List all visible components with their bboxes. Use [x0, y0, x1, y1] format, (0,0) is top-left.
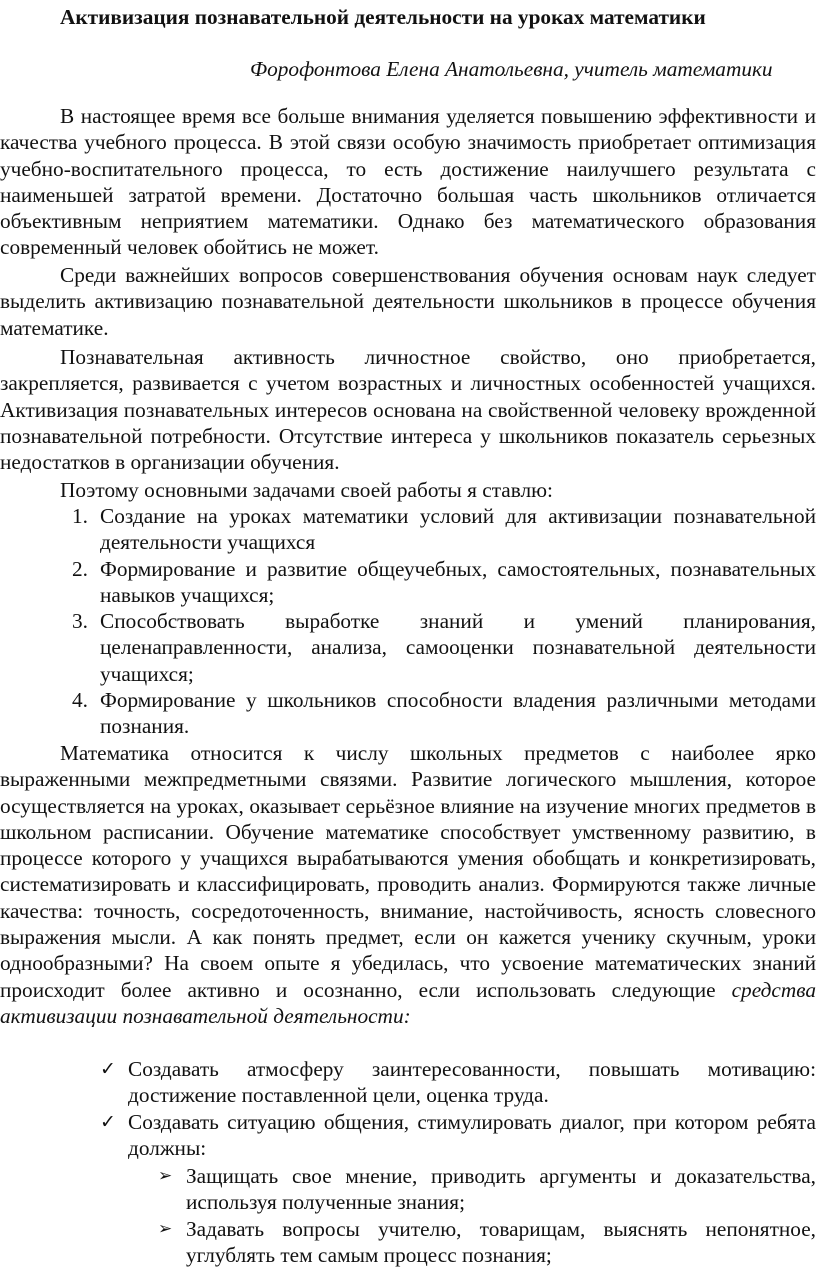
list-item-text: Формирование у школьников способности владения различными методами познания.	[100, 688, 816, 739]
arrow-bullet-icon: ➢	[158, 1166, 173, 1186]
document-title: Активизация познавательной деятельности на уроках математики	[60, 5, 706, 29]
numbered-list-item	[0, 687, 816, 740]
paragraph-intro: В настоящее время все больше внимания уделяется повышению эффективности и качества учебного процесса. В этой связи особую значимость приобретает оптимизация учебно-воспитательного процесса, то есть достижение наилучшего результата с наименьшей затратой времени. Достаточно большая часть школьников отличается объективным неприятием математики. Однако без математического образования современный человек обойтись не может.	[0, 104, 816, 260]
paragraph-cognitive-activity: Познавательная активность личностное свойство, оно приобретается, закрепляется, развивается с учетом возрастных и личностных особенностей учащихся. Активизация познавательных интересов основана на свойственной человеку врожденной познавательной потребности. Отсутствие интереса у школьников показатель серьезных недостатков в организации обучения.	[0, 345, 816, 475]
arrow-bullet-list	[0, 1163, 816, 1268]
paragraph-math-text: Математика относится к числу школьных предметов с наиболее ярко выраженными межпредметными связями. Развитие логического мышления, которое осуществляется на уроках, оказывает серьёзное влияние на изучение многих предметов в школьном расписании. Обучение математике способствует умственному развитию, в процессе которого у учащихся вырабатываются умения обобщать и конкретизировать, систематизировать и классифицировать, проводить анализ. Формируются также личные качества: точность, сосредоточенность, внимание, настойчивость, ясность словесного выражения мысли. А как понять предмет, если он кажется ученику скучным, уроки однообразными? На своем опыте я убедилась, что усвоение математических знаний происходит более активно и осознанно, если использовать следующие	[0, 741, 816, 1002]
paragraph-tasks-intro: Поэтому основными задачами своей работы я ставлю:	[60, 478, 553, 502]
list-item-text: Создание на уроках математики условий для активизации познавательной деятельности учащихся	[100, 504, 816, 555]
numbered-list-item	[0, 608, 816, 687]
list-item-text: Формирование и развитие общеучебных, самостоятельных, познавательных навыков учащихся;	[100, 556, 816, 607]
activation-means-phrase: средства активизации познавательной деятельности:	[0, 977, 816, 1028]
numbered-list-item	[0, 556, 816, 609]
arrow-list-item	[0, 1216, 816, 1269]
author-line: Форофонтова Елена Анатольевна, учитель математики	[250, 57, 773, 81]
list-item-text: Защищать свое мнение, приводить аргументы и доказательства, используя полученные знания;	[186, 1164, 816, 1215]
numbered-task-list	[0, 503, 816, 740]
checkmark-icon: ✓	[100, 1058, 116, 1080]
paragraph-math-subject	[0, 740, 816, 1029]
paragraph-key-questions: Среди важнейших вопросов совершенствования обучения основам наук следует выделить активизацию познавательной деятельности школьников в процессе обучения математике.	[0, 263, 816, 340]
checkmark-list-item	[0, 1056, 816, 1109]
arrow-list-item	[0, 1163, 816, 1216]
list-number: 4.	[72, 688, 88, 713]
list-item-text: Задавать вопросы учителю, товарищам, выяснять непонятное, углублять тем самым процесс познания;	[186, 1216, 816, 1267]
arrow-bullet-icon: ➢	[158, 1218, 173, 1239]
list-number: 1.	[72, 504, 88, 528]
checkmark-list	[0, 1056, 816, 1161]
list-item-text: Создавать атмосферу заинтересованности, повышать мотивацию: достижение поставленной цели, оценка труда.	[128, 1057, 816, 1108]
list-number: 3.	[72, 609, 88, 634]
list-item-text: Способствовать выработке знаний и умений планирования, целенаправленности, анализа, самооценки познавательной деятельности учащихся;	[100, 609, 816, 686]
list-item-text: Создавать ситуацию общения, стимулировать диалог, при котором ребята должны:	[128, 1109, 816, 1160]
checkmark-icon: ✓	[100, 1110, 116, 1133]
list-number: 2.	[72, 556, 88, 581]
checkmark-list-item	[0, 1109, 816, 1162]
numbered-list-item	[0, 503, 816, 556]
